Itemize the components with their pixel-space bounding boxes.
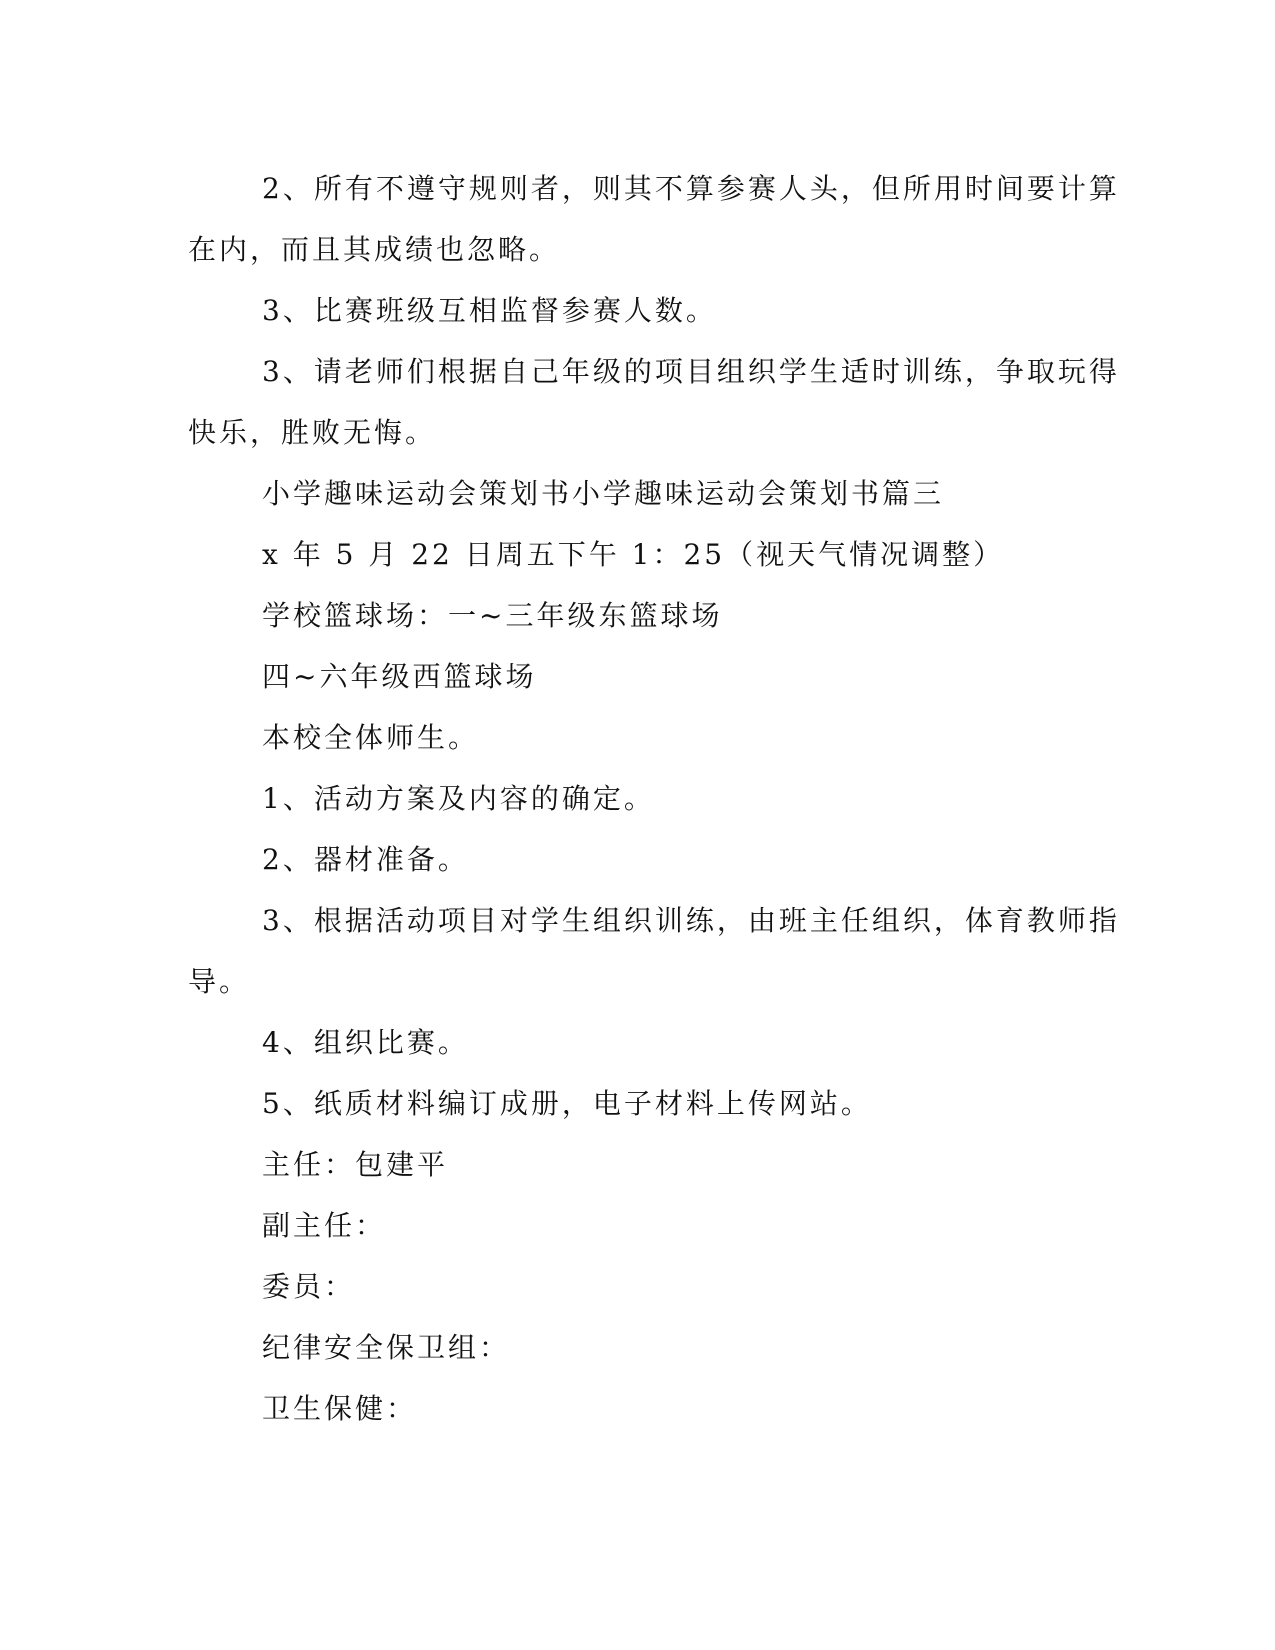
step-2: 2、器材准备。 (262, 843, 469, 876)
director: 主任：包建平 (262, 1148, 449, 1181)
section-title: 小学趣味运动会策划书小学趣味运动会策划书篇三 (262, 477, 945, 510)
rule-2-line-2: 在内，而且其成绩也忽略。 (188, 233, 561, 266)
rule-3-training-line-2: 快乐，胜败无悔。 (188, 416, 437, 449)
step-3-line-2: 导。 (188, 965, 251, 998)
event-venue-west: 四~六年级西篮球场 (262, 660, 537, 693)
health-care: 卫生保健： (262, 1392, 418, 1425)
discipline-safety-group: 纪律安全保卫组： (262, 1331, 511, 1364)
deputy-director: 副主任： (262, 1209, 387, 1242)
rule-2-line-1: 2、所有不遵守规则者，则其不算参赛人头，但所用时间要计算 (262, 172, 1120, 205)
step-4: 4、组织比赛。 (262, 1026, 469, 1059)
participants: 本校全体师生。 (262, 721, 480, 754)
step-5: 5、纸质材料编订成册，电子材料上传网站。 (262, 1087, 872, 1120)
step-3-line-1: 3、根据活动项目对学生组织训练，由班主任组织，体育教师指 (262, 904, 1120, 937)
rule-3-supervision: 3、比赛班级互相监督参赛人数。 (262, 294, 717, 327)
event-time: x 年 5 月 22 日周五下午 1：25（视天气情况调整） (262, 538, 1005, 571)
event-venue-east: 学校篮球场：一~三年级东篮球场 (262, 599, 723, 632)
rule-3-training-line-1: 3、请老师们根据自己年级的项目组织学生适时训练，争取玩得 (262, 355, 1120, 388)
step-1: 1、活动方案及内容的确定。 (262, 782, 655, 815)
committee-members: 委员： (262, 1270, 356, 1303)
